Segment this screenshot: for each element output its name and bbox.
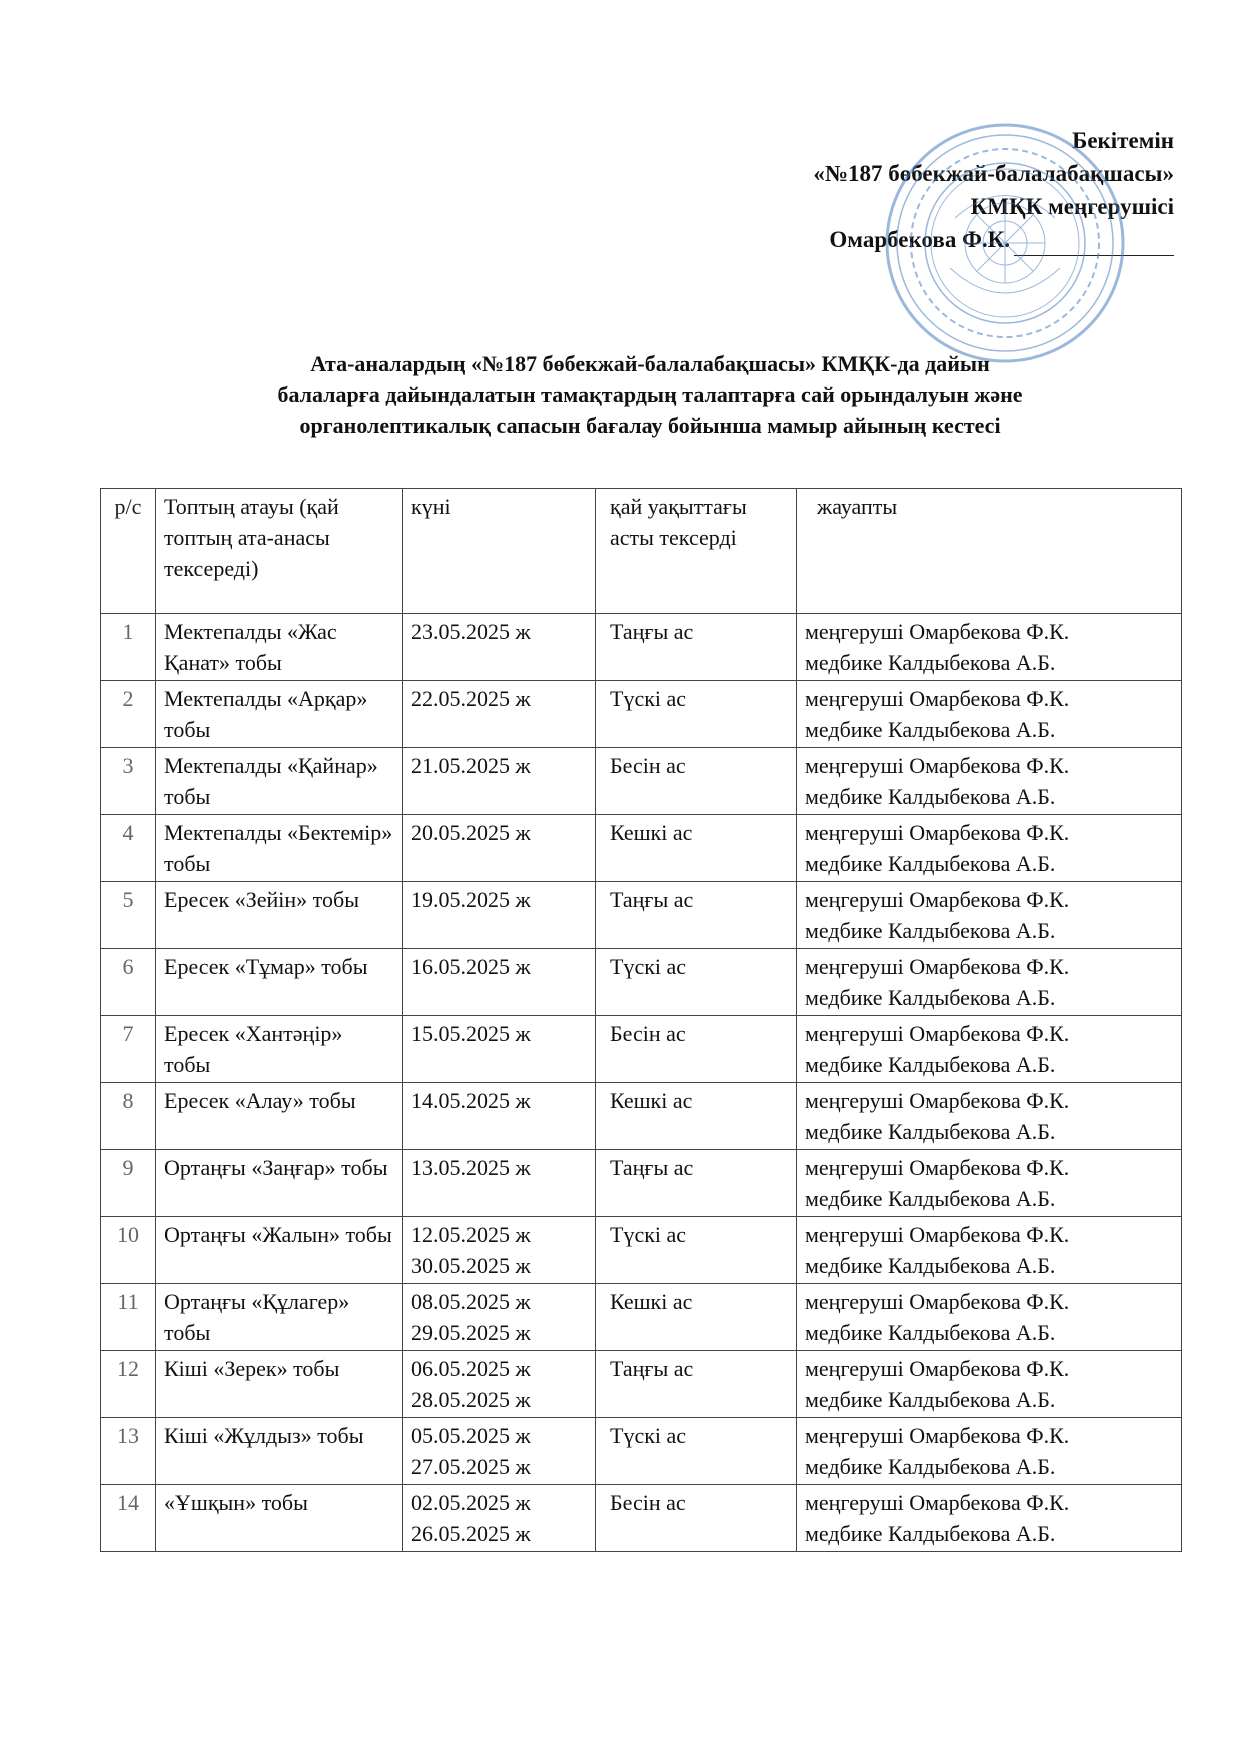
row-group: Мектепалды «Бектемір» тобы: [156, 815, 403, 882]
row-meal: Түскі ас: [596, 681, 797, 748]
row-resp-2: медбике Калдыбекова А.Б.: [805, 985, 1056, 1010]
row-responsible: [797, 949, 1182, 1016]
table-row: [101, 1150, 1182, 1217]
row-number: 3: [101, 748, 156, 815]
row-responsible: [797, 748, 1182, 815]
row-resp-1: меңгеруші Омарбекова Ф.К.: [805, 619, 1070, 644]
row-number: 11: [101, 1284, 156, 1351]
row-date-1: 15.05.2025 ж: [411, 1021, 531, 1046]
row-responsible: [797, 815, 1182, 882]
row-date-1: 05.05.2025 ж: [411, 1423, 531, 1448]
row-resp-1: меңгеруші Омарбекова Ф.К.: [805, 1088, 1070, 1113]
table-row: [101, 614, 1182, 681]
row-meal: Түскі ас: [596, 1217, 797, 1284]
table-row: [101, 1284, 1182, 1351]
row-resp-1: меңгеруші Омарбекова Ф.К.: [805, 686, 1070, 711]
row-responsible: [797, 614, 1182, 681]
row-meal: Бесін ас: [596, 748, 797, 815]
row-responsible: [797, 681, 1182, 748]
row-resp-2: медбике Калдыбекова А.Б.: [805, 1454, 1056, 1479]
row-responsible: [797, 1083, 1182, 1150]
row-meal: Бесін ас: [596, 1485, 797, 1552]
row-date: [403, 748, 596, 815]
row-date-1: 06.05.2025 ж: [411, 1356, 531, 1381]
row-date: [403, 1284, 596, 1351]
row-date: [403, 1485, 596, 1552]
schedule-table: [100, 488, 1182, 1552]
row-date: [403, 1418, 596, 1485]
row-date-1: 12.05.2025 ж: [411, 1222, 531, 1247]
row-resp-2: медбике Калдыбекова А.Б.: [805, 650, 1056, 675]
table-row: [101, 1217, 1182, 1284]
row-resp-2: медбике Калдыбекова А.Б.: [805, 1253, 1056, 1278]
row-resp-1: меңгеруші Омарбекова Ф.К.: [805, 1423, 1070, 1448]
row-date: [403, 1016, 596, 1083]
row-resp-2: медбике Калдыбекова А.Б.: [805, 1320, 1056, 1345]
row-group: Мектепалды «Арқар» тобы: [156, 681, 403, 748]
row-group: Ортаңғы «Жалын» тобы: [156, 1217, 403, 1284]
table-row: [101, 681, 1182, 748]
row-resp-1: меңгеруші Омарбекова Ф.К.: [805, 1490, 1070, 1515]
row-meal: Таңғы ас: [596, 882, 797, 949]
row-meal: Таңғы ас: [596, 614, 797, 681]
row-meal: Кешкі ас: [596, 815, 797, 882]
row-group: Мектепалды «Жас Қанат» тобы: [156, 614, 403, 681]
row-date-1: 22.05.2025 ж: [411, 686, 531, 711]
row-number: 9: [101, 1150, 156, 1217]
row-number: 12: [101, 1351, 156, 1418]
row-date: [403, 681, 596, 748]
row-resp-1: меңгеруші Омарбекова Ф.К.: [805, 1356, 1070, 1381]
table-header-row: [101, 489, 1182, 614]
row-number: 8: [101, 1083, 156, 1150]
table-row: [101, 815, 1182, 882]
title-line-3: органолептикалық сапасын бағалау бойынша мамыр айының кестесі: [299, 413, 1001, 438]
official-seal-icon: [880, 118, 1130, 368]
approval-position: КМҚК меңгерушісі: [970, 194, 1174, 219]
row-group: Ересек «Тұмар» тобы: [156, 949, 403, 1016]
row-group: Ересек «Зейін» тобы: [156, 882, 403, 949]
row-meal: Бесін ас: [596, 1016, 797, 1083]
row-responsible: [797, 1217, 1182, 1284]
row-responsible: [797, 882, 1182, 949]
row-meal: Кешкі ас: [596, 1284, 797, 1351]
header-number: р/с: [101, 489, 156, 614]
row-date: [403, 614, 596, 681]
row-responsible: [797, 1150, 1182, 1217]
row-group: Ересек «Хантәңір» тобы: [156, 1016, 403, 1083]
row-responsible: [797, 1016, 1182, 1083]
row-resp-2: медбике Калдыбекова А.Б.: [805, 1521, 1056, 1546]
row-date-2: 26.05.2025 ж: [411, 1521, 531, 1546]
approval-name: Омарбекова Ф.К.: [829, 227, 1010, 252]
row-date-2: 28.05.2025 ж: [411, 1387, 531, 1412]
table-row: [101, 882, 1182, 949]
row-date-1: 14.05.2025 ж: [411, 1088, 531, 1113]
table-row: [101, 1083, 1182, 1150]
row-meal: Кешкі ас: [596, 1083, 797, 1150]
row-number: 13: [101, 1418, 156, 1485]
approval-heading: Бекітемін: [1072, 128, 1174, 153]
row-number: 4: [101, 815, 156, 882]
row-resp-2: медбике Калдыбекова А.Б.: [805, 1052, 1056, 1077]
row-date: [403, 815, 596, 882]
row-date: [403, 1351, 596, 1418]
row-meal: Түскі ас: [596, 949, 797, 1016]
header-responsible: жауапты: [797, 489, 1182, 614]
row-date: [403, 1083, 596, 1150]
row-resp-1: меңгеруші Омарбекова Ф.К.: [805, 887, 1070, 912]
table-row: [101, 748, 1182, 815]
row-resp-1: меңгеруші Омарбекова Ф.К.: [805, 1021, 1070, 1046]
row-group: Ересек «Алау» тобы: [156, 1083, 403, 1150]
row-group: «Ұшқын» тобы: [156, 1485, 403, 1552]
row-number: 2: [101, 681, 156, 748]
row-resp-2: медбике Калдыбекова А.Б.: [805, 717, 1056, 742]
row-number: 14: [101, 1485, 156, 1552]
row-responsible: [797, 1284, 1182, 1351]
row-resp-1: меңгеруші Омарбекова Ф.К.: [805, 753, 1070, 778]
row-meal: Түскі ас: [596, 1418, 797, 1485]
row-date-2: 27.05.2025 ж: [411, 1454, 531, 1479]
row-group: Мектепалды «Қайнар» тобы: [156, 748, 403, 815]
row-date-1: 08.05.2025 ж: [411, 1289, 531, 1314]
row-number: 5: [101, 882, 156, 949]
row-group: Кіші «Зерек» тобы: [156, 1351, 403, 1418]
row-date: [403, 882, 596, 949]
row-resp-2: медбике Калдыбекова А.Б.: [805, 918, 1056, 943]
row-date-1: 16.05.2025 ж: [411, 954, 531, 979]
row-date-1: 13.05.2025 ж: [411, 1155, 531, 1180]
header-date: күні: [403, 489, 596, 614]
row-resp-2: медбике Калдыбекова А.Б.: [805, 1387, 1056, 1412]
row-resp-1: меңгеруші Омарбекова Ф.К.: [805, 1222, 1070, 1247]
header-group: Топтың атауы (қай топтың ата-анасы тексереді): [156, 489, 403, 614]
row-resp-1: меңгеруші Омарбекова Ф.К.: [805, 1155, 1070, 1180]
row-date-2: 29.05.2025 ж: [411, 1320, 531, 1345]
row-date: [403, 949, 596, 1016]
row-date-1: 23.05.2025 ж: [411, 619, 531, 644]
approval-org: «№187 бөбекжай-балалабақшасы»: [813, 161, 1174, 186]
header-meal: қай уақыттағы асты тексерді: [596, 489, 797, 614]
row-resp-1: меңгеруші Омарбекова Ф.К.: [805, 1289, 1070, 1314]
table-row: [101, 949, 1182, 1016]
row-number: 10: [101, 1217, 156, 1284]
row-meal: Таңғы ас: [596, 1150, 797, 1217]
row-responsible: [797, 1351, 1182, 1418]
row-group: Ортаңғы «Заңғар» тобы: [156, 1150, 403, 1217]
row-meal: Таңғы ас: [596, 1351, 797, 1418]
row-date-2: 30.05.2025 ж: [411, 1253, 531, 1278]
row-date-1: 19.05.2025 ж: [411, 887, 531, 912]
row-group: Ортаңғы «Құлагер» тобы: [156, 1284, 403, 1351]
row-date-1: 20.05.2025 ж: [411, 820, 531, 845]
title-line-2: балаларға дайындалатын тамақтардың талаптарға сай орындалуын және: [277, 382, 1023, 407]
row-resp-1: меңгеруші Омарбекова Ф.К.: [805, 820, 1070, 845]
table-row: [101, 1418, 1182, 1485]
row-number: 1: [101, 614, 156, 681]
row-date-1: 21.05.2025 ж: [411, 753, 531, 778]
row-number: 7: [101, 1016, 156, 1083]
row-date-1: 02.05.2025 ж: [411, 1490, 531, 1515]
row-resp-2: медбике Калдыбекова А.Б.: [805, 1186, 1056, 1211]
row-resp-1: меңгеруші Омарбекова Ф.К.: [805, 954, 1070, 979]
row-responsible: [797, 1418, 1182, 1485]
table-row: [101, 1485, 1182, 1552]
row-resp-2: медбике Калдыбекова А.Б.: [805, 1119, 1056, 1144]
table-row: [101, 1351, 1182, 1418]
table-row: [101, 1016, 1182, 1083]
row-resp-2: медбике Калдыбекова А.Б.: [805, 851, 1056, 876]
row-group: Кіші «Жұлдыз» тобы: [156, 1418, 403, 1485]
row-date: [403, 1217, 596, 1284]
row-resp-2: медбике Калдыбекова А.Б.: [805, 784, 1056, 809]
row-date: [403, 1150, 596, 1217]
document-title: [150, 348, 1150, 441]
row-number: 6: [101, 949, 156, 1016]
title-line-1: Ата-аналардың «№187 бөбекжай-балалабақшасы» КМҚК-да дайын: [310, 351, 990, 376]
row-responsible: [797, 1485, 1182, 1552]
